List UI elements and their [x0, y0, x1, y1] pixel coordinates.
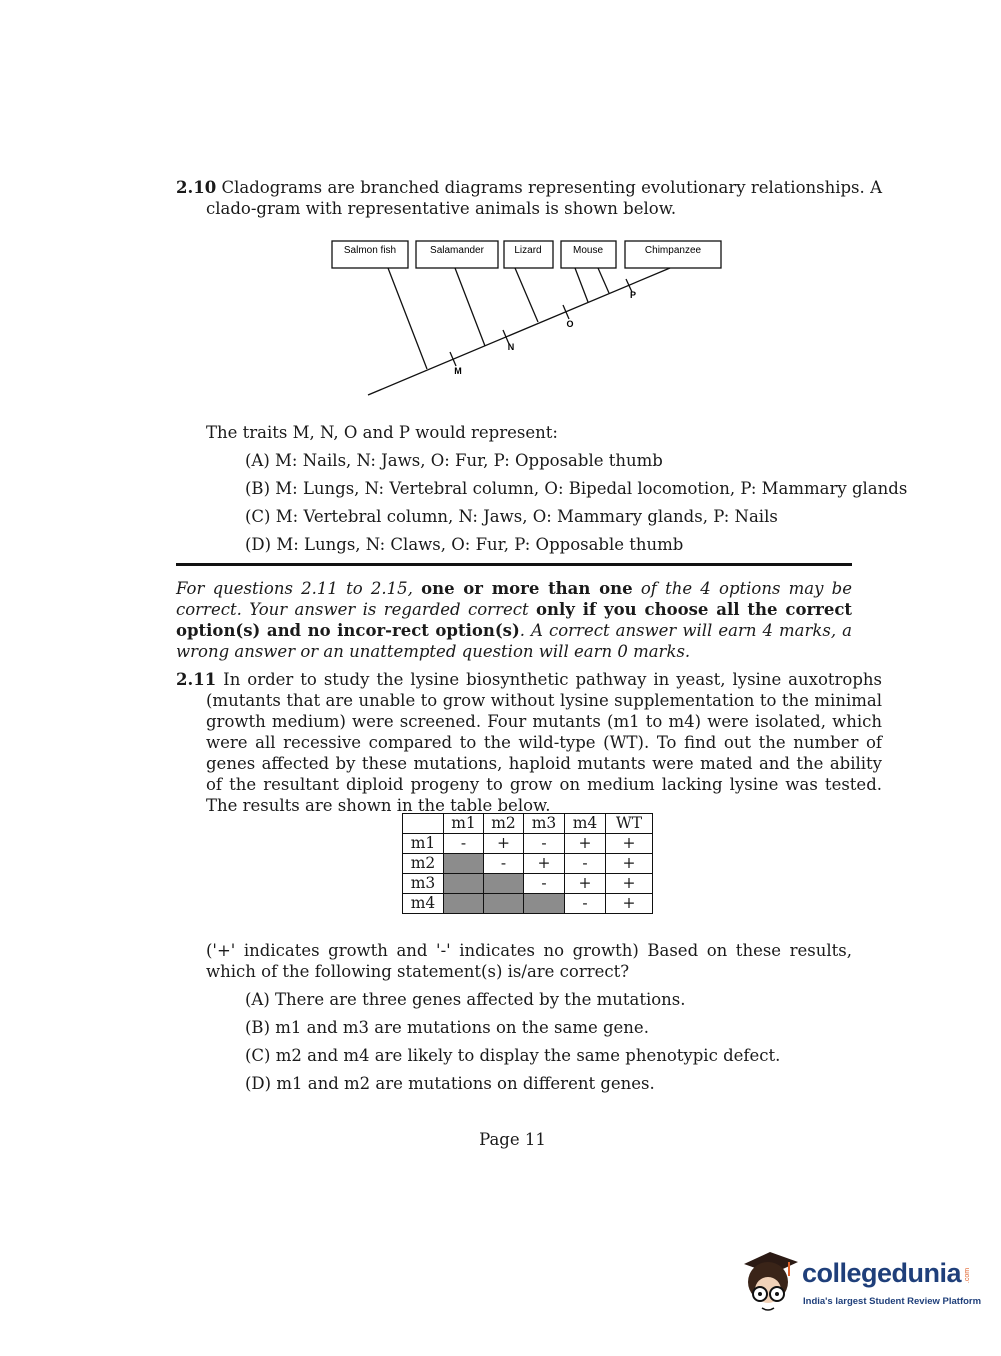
shaded-cell: [484, 874, 524, 894]
column-header: m4: [565, 814, 606, 834]
shaded-cell: [444, 854, 484, 874]
row-header: m4: [403, 894, 444, 914]
column-header: m2: [484, 814, 524, 834]
row-header: m1: [403, 834, 444, 854]
question-2-11: [176, 669, 882, 816]
table-cell: -: [565, 854, 606, 874]
logo-brand: collegedunia: [802, 1258, 962, 1288]
taxon-label: Chimpanzee: [644, 245, 702, 256]
table-cell: -: [444, 834, 484, 854]
complementation-table: [402, 813, 653, 914]
taxon-label: Mouse: [572, 245, 604, 256]
table-cell: -: [565, 894, 606, 914]
shaded-cell: [484, 894, 524, 914]
taxon-label: Lizard: [514, 245, 542, 256]
logo-tagline: India's largest Student Review Platform: [803, 1296, 982, 1307]
row-header: m3: [403, 874, 444, 894]
option-d[interactable]: (D) m1 and m2 are mutations on different genes.: [245, 1074, 655, 1093]
instructions-emphasis: only if you choose all the correct option(s) and no incor-rect option(s): [176, 600, 853, 640]
table-row: [403, 894, 653, 914]
question-text: In order to study the lysine biosynthetic pathway in yeast, lysine auxotrophs (mutants that are unable to grow without lysine supplementation to the minimal growth medium) were screened. Four mutants (m1 to m4) were isolated, which were all recessive compared to the wild-type (WT). To find out the number of genes affected by these mutations, haploid mutants were mated and the ability of the resultant diploid progeny to grow on medium lacking lysine was tested. The results are shown in the table below.: [206, 670, 882, 815]
option-b[interactable]: (B) M: Lungs, N: Vertebral column, O: Bipedal locomotion, P: Mammary glands: [245, 479, 908, 498]
question-stem: ('+' indicates growth and '-' indicates no growth) Based on these results, which of the following statement(s) is/are correct?: [206, 941, 852, 981]
taxon-box-salmon: [332, 241, 408, 268]
option-c[interactable]: (C) M: Vertebral column, N: Jaws, O: Mammary glands, P: Nails: [245, 507, 778, 526]
table-row: [403, 854, 653, 874]
table-row: [403, 874, 653, 894]
section-divider: [176, 563, 852, 566]
branch-mouse: [575, 268, 588, 302]
taxon-label: Salmon fish: [343, 245, 397, 256]
table-header-row: [403, 814, 653, 834]
table-row: [403, 834, 653, 854]
branch-lizard: [515, 268, 538, 322]
shaded-cell: [524, 894, 565, 914]
option-d[interactable]: (D) M: Lungs, N: Claws, O: Fur, P: Opposable thumb: [245, 535, 684, 554]
trait-label-m: M: [454, 366, 462, 376]
table-cell: -: [484, 854, 524, 874]
instructions-emphasis: one or more than one: [421, 579, 633, 598]
option-a[interactable]: (A) There are three genes affected by the mutations.: [245, 990, 686, 1009]
table-cell: +: [606, 874, 653, 894]
branch-salamander: [455, 268, 485, 346]
row-header: m2: [403, 854, 444, 874]
shaded-cell: [444, 874, 484, 894]
table-corner: [403, 814, 444, 834]
taxon-label: Salamander: [430, 245, 484, 256]
table-cell: +: [565, 874, 606, 894]
question-number: 2.10: [176, 178, 217, 197]
trait-label-n: N: [507, 342, 515, 352]
question-number: 2.11: [176, 670, 217, 689]
question-stem: The traits M, N, O and P would represent:: [206, 423, 558, 442]
table-cell: +: [524, 854, 565, 874]
table-cell: +: [606, 854, 653, 874]
trait-label-p: P: [629, 290, 637, 300]
collegedunia-logo[interactable]: [740, 1248, 980, 1318]
table-cell: -: [524, 874, 565, 894]
table-cell: -: [524, 834, 565, 854]
option-b[interactable]: (B) m1 and m3 are mutations on the same gene.: [245, 1018, 649, 1037]
instructions-text: of the 4 options may be correct. Your answer is regarded correct: [176, 579, 852, 619]
branch-salmon: [388, 268, 427, 369]
column-header: WT: [606, 814, 653, 834]
taxon-box-chimpanzee: [625, 241, 721, 268]
question-text: Cladograms are branched diagrams representing evolutionary relationships. A clado-gram with representative animals is shown below.: [206, 178, 882, 218]
instructions: [176, 578, 852, 662]
table-cell: +: [565, 834, 606, 854]
table-cell: +: [606, 894, 653, 914]
mascot-icon: [740, 1248, 802, 1318]
cladogram: [0, 0, 1001, 420]
trait-label-o: O: [566, 319, 574, 329]
instructions-text: . A correct answer will earn 4 marks, a wrong answer or an unattempted question will earn 0 marks.: [176, 621, 852, 661]
taxon-box-mouse: [561, 241, 616, 268]
cladogram-axis: [368, 268, 670, 395]
column-header: m1: [444, 814, 484, 834]
taxon-box-lizard: [504, 241, 553, 268]
shaded-cell: [444, 894, 484, 914]
table-cell: +: [484, 834, 524, 854]
table-cell: +: [606, 834, 653, 854]
logo-suffix: .com: [964, 1267, 972, 1284]
page-number: Page 11: [479, 1130, 546, 1149]
taxon-box-salamander: [416, 241, 498, 268]
option-c[interactable]: (C) m2 and m4 are likely to display the same phenotypic defect.: [245, 1046, 781, 1065]
option-a[interactable]: (A) M: Nails, N: Jaws, O: Fur, P: Opposable thumb: [245, 451, 663, 470]
instructions-text: For questions 2.11 to 2.15,: [176, 579, 413, 598]
branch-chimpanzee: [598, 268, 609, 293]
column-header: m3: [524, 814, 565, 834]
